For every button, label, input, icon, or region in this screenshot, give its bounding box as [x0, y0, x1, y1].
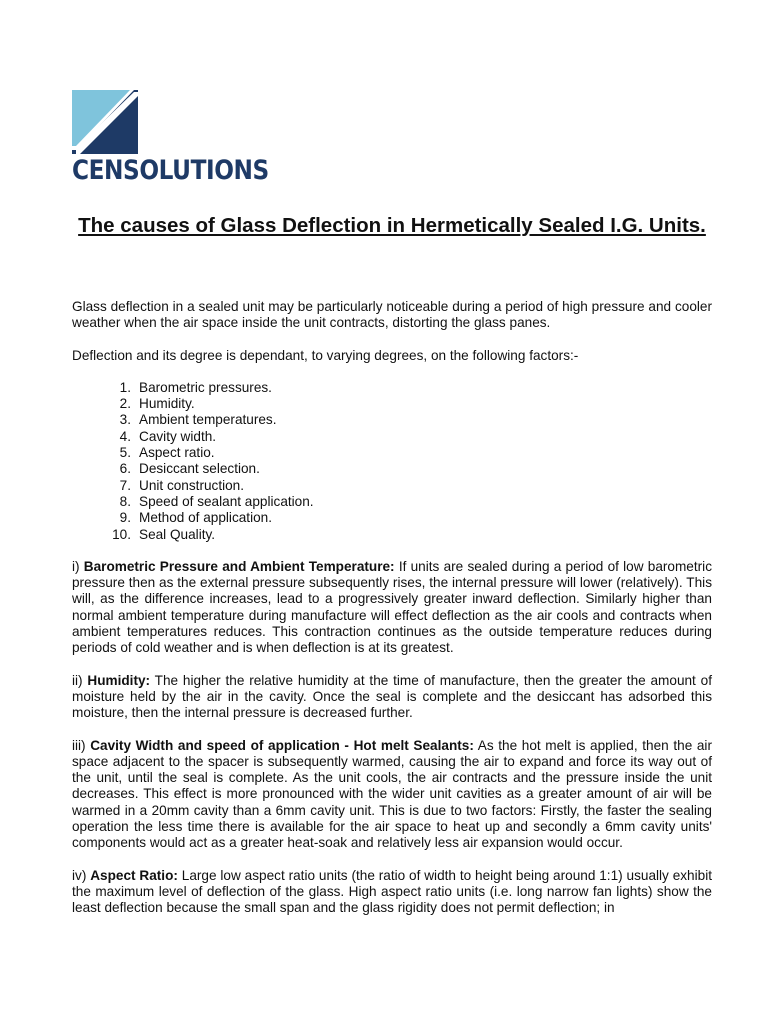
list-text: Ambient temperatures.	[139, 412, 277, 428]
list-number: 1.	[119, 379, 131, 395]
list-item	[72, 510, 712, 526]
list-text: Cavity width.	[139, 428, 217, 444]
document-title: The causes of Glass Deflection in Hermetically Sealed I.G. Units.	[78, 214, 706, 237]
section-text: The higher the relative humidity at the time of manufacture, then the greater the amount of moisture held by the air in the cavity. Once the seal is complete and the desiccant has adsorbed this moisture, then the internal pressure is decreased further.	[72, 672, 712, 721]
section-humidity	[72, 673, 712, 722]
list-text: Aspect ratio.	[139, 445, 215, 461]
list-number: 3.	[119, 412, 131, 428]
list-number: 2.	[119, 396, 131, 412]
list-item	[72, 478, 712, 494]
list-text: Speed of sealant application.	[139, 493, 314, 509]
factors-intro: Deflection and its degree is dependant, to varying degrees, on the following factors:-	[72, 347, 579, 363]
list-text: Seal Quality.	[139, 526, 216, 542]
factors-list	[72, 380, 712, 543]
section-barometric-pressure	[72, 559, 712, 657]
intro-paragraph: Glass deflection in a sealed unit may be particularly noticeable during a period of high pressure and cooler weather when the air space inside the unit contracts, distorting the glass panes.	[72, 299, 712, 331]
list-item	[72, 461, 712, 477]
section-text: Large low aspect ratio units (the ratio of width to height being around 1:1) usually exhibit the maximum level of deflection of the glass. High aspect ratio units (i.e. long narrow fan lights) show the least deflection because the small span and the glass rigidity does not permit deflection; in	[72, 867, 712, 916]
section-cavity-width	[72, 738, 712, 852]
list-item	[72, 445, 712, 461]
document-body	[72, 299, 712, 933]
section-heading: Cavity Width and speed of application - Hot melt Sealants:	[90, 737, 474, 753]
section-text: If units are sealed during a period of low barometric pressure then as the external pressure subsequently rises, the internal pressure will lower (relatively). This will, as the difference increases, lead to a progressively greater inward deflection. Similarly higher than normal ambient temperature during manufacture will effect deflection as the air cools and contracts when ambient temperatures reduces. This contraction continues as the outside temperature reduces during periods of cold weather and is when deflection is at its greatest.	[72, 558, 712, 656]
list-item	[72, 412, 712, 428]
list-text: Desiccant selection.	[139, 461, 260, 477]
section-heading: Aspect Ratio:	[90, 867, 178, 883]
list-text: Humidity.	[139, 396, 195, 412]
company-logo	[72, 90, 269, 186]
section-heading: Barometric Pressure and Ambient Temperature:	[83, 558, 395, 574]
list-item	[72, 429, 712, 445]
list-number: 7.	[119, 477, 131, 493]
list-number: 8.	[119, 493, 131, 509]
logo-wordmark: CENSOLUTIONS	[72, 155, 269, 186]
section-text: As the hot melt is applied, then the air space adjacent to the spacer is subsequently warmed, causing the air to expand and force its way out of the unit, until the seal is complete. As the unit cools, the air contracts and the pressure inside the unit decreases. This effect is more pronounced with the wider unit cavities as a greater amount of air will be warmed in a 20mm cavity than a 6mm cavity unit. This is due to two factors: Firstly, the faster the sealing operation the less time there is available for the air space to heat up and secondly a 6mm cavity units' components would act as a greater heat-soak and relatively less air expansion would occur.	[72, 737, 712, 851]
section-prefix: i)	[72, 558, 84, 574]
section-prefix: iii)	[72, 737, 91, 753]
section-heading: Humidity:	[87, 672, 151, 688]
list-text: Unit construction.	[139, 477, 245, 493]
list-number: 5.	[119, 445, 131, 461]
logo-mark-icon	[72, 90, 138, 154]
list-number: 6.	[119, 461, 131, 477]
list-item	[72, 396, 712, 412]
section-prefix: ii)	[72, 672, 88, 688]
list-text: Barometric pressures.	[139, 379, 272, 395]
list-item	[72, 527, 712, 543]
list-item	[72, 494, 712, 510]
section-aspect-ratio	[72, 868, 712, 917]
list-item	[72, 380, 712, 396]
list-number: 9.	[119, 510, 131, 526]
list-number: 10.	[112, 526, 131, 542]
section-prefix: iv)	[72, 867, 91, 883]
list-number: 4.	[119, 428, 131, 444]
list-text: Method of application.	[139, 510, 273, 526]
